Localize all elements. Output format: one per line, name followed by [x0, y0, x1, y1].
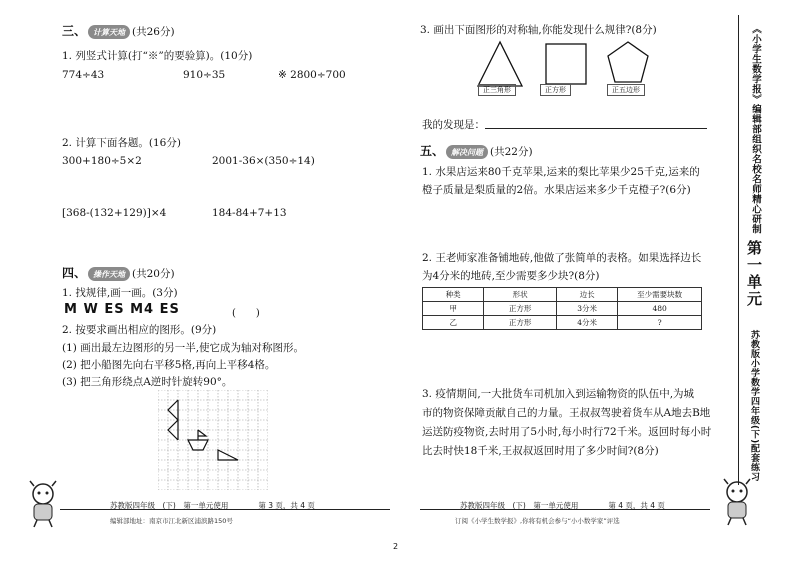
shape-label-square: 正方形 — [540, 84, 571, 96]
shape-label-pentagon: 正五边形 — [607, 84, 645, 96]
section-3-title: 三、 计算天地 (共26分) — [62, 24, 175, 38]
table-cell: ? — [618, 316, 702, 330]
table-cell: 乙 — [423, 316, 484, 330]
problem-2-line-1: 2. 王老师家准备铺地砖,他做了张简单的表格。如果选择边长 — [422, 252, 702, 264]
question-1: 1. 列竖式计算(打“※”的要验算)。(10分) — [62, 50, 253, 62]
right-footer-title: 苏教版四年级 (下) 第一单元使用 第 4 页，共 4 页 — [460, 501, 665, 510]
calc-1c: ※ 2800÷700 — [278, 69, 346, 81]
instruction-3: (3) 把三角形绕点A逆时针旋转90°。 — [62, 376, 233, 388]
table-row — [423, 316, 702, 330]
problem-1-line-2: 橙子质量是梨质量的2倍。水果店运来多少千克橙子?(6分) — [422, 184, 691, 196]
calc-2c: [368-(132+129)]×4 — [62, 207, 167, 219]
problem-3-line-3: 运送防疫物资,去时用了5小时,每小时行72千米。返回时每小时 — [422, 426, 712, 438]
table-header: 形状 — [484, 288, 557, 302]
calc-2b: 2001-36×(350÷14) — [212, 155, 315, 167]
tile-table — [422, 287, 702, 330]
table-header-row — [423, 288, 702, 302]
instruction-1: (1) 画出最左边图形的另一半,使它成为轴对称图形。 — [62, 342, 305, 354]
mascot-left-icon — [24, 480, 62, 528]
table-cell: 正方形 — [484, 302, 557, 316]
calc-2a: 300+180÷5×2 — [62, 155, 142, 167]
table-cell: 480 — [618, 302, 702, 316]
problem-3-line-2: 市的物资保障贡献自己的力量。王叔叔驾驶着货车从A地去B地 — [422, 407, 711, 419]
right-footer-subscribe: 订阅《小学生数学报》,你将有机会参与“小小数学家”评选 — [455, 517, 620, 525]
section-5-badge: 解决问题 — [446, 145, 488, 159]
problem-3-line-1: 3. 疫情期间,一大批货车司机加入到运输物资的队伍中,为城 — [422, 388, 695, 400]
calc-1a: 774÷43 — [62, 69, 105, 81]
calc-1b: 910÷35 — [183, 69, 226, 81]
page-number: 2 — [393, 542, 399, 551]
table-cell: 4分米 — [556, 316, 617, 330]
table-header: 种类 — [423, 288, 484, 302]
table-cell: 3分米 — [556, 302, 617, 316]
table-cell: 正方形 — [484, 316, 557, 330]
pattern-answer-blank: ( ) — [232, 308, 260, 319]
table-cell: 甲 — [423, 302, 484, 316]
left-footer-address: 编辑部地址：南京市江北新区浦滨路150号 — [110, 517, 233, 525]
table-header: 边长 — [556, 288, 617, 302]
instruction-2: (2) 把小船图先向右平移5格,再向上平移4格。 — [62, 359, 276, 371]
section-5-title: 五、 解决问题 (共22分) — [420, 144, 533, 158]
sidebar-unit-title: 第一单元 — [745, 240, 763, 308]
discovery-label: 我的发现是： — [422, 119, 485, 131]
calc-2d: 184-84+7+13 — [212, 207, 287, 219]
question-4-1: 1. 找规律,画一画。(3分) — [62, 287, 178, 299]
section-4-badge: 操作天地 — [88, 267, 130, 281]
sidebar-rule — [738, 15, 739, 485]
problem-2-line-2: 为4分米的地砖,至少需要多少块?(8分) — [422, 270, 600, 282]
problem-3-line-4: 比去时快18千米,王叔叔返回时用了多少时间?(8分) — [422, 445, 659, 457]
discovery-answer-line[interactable] — [485, 128, 707, 129]
section-4-title: 四、 操作天地 (共20分) — [62, 266, 175, 280]
left-footer-title: 苏教版四年级 (下) 第一单元使用 第 3 页，共 4 页 — [110, 501, 315, 510]
shape-label-triangle: 正三角形 — [478, 84, 516, 96]
sidebar-textbook-text: 苏教版小学数学四年级(下)配套练习 — [749, 330, 759, 482]
mascot-right-icon — [718, 478, 756, 526]
problem-1-line-1: 1. 水果店运来80千克苹果,运来的梨比苹果少25千克,运来的 — [422, 166, 700, 178]
table-header: 至少需要块数 — [618, 288, 702, 302]
section-3-badge: 计算天地 — [88, 25, 130, 39]
table-row — [423, 302, 702, 316]
question-4-2: 2. 按要求画出相应的图形。(9分) — [62, 324, 217, 336]
question-3-symmetry: 3. 画出下面图形的对称轴,你能发现什么规律?(8分) — [420, 24, 657, 36]
drawing-grid — [158, 390, 268, 490]
sidebar-publisher-text: 《小学生数学报》编辑部组织名校名师精心研制 — [750, 24, 761, 234]
pattern-sequence: M W ES M4 ES — [64, 302, 180, 317]
question-2: 2. 计算下面各题。(16分) — [62, 137, 181, 149]
